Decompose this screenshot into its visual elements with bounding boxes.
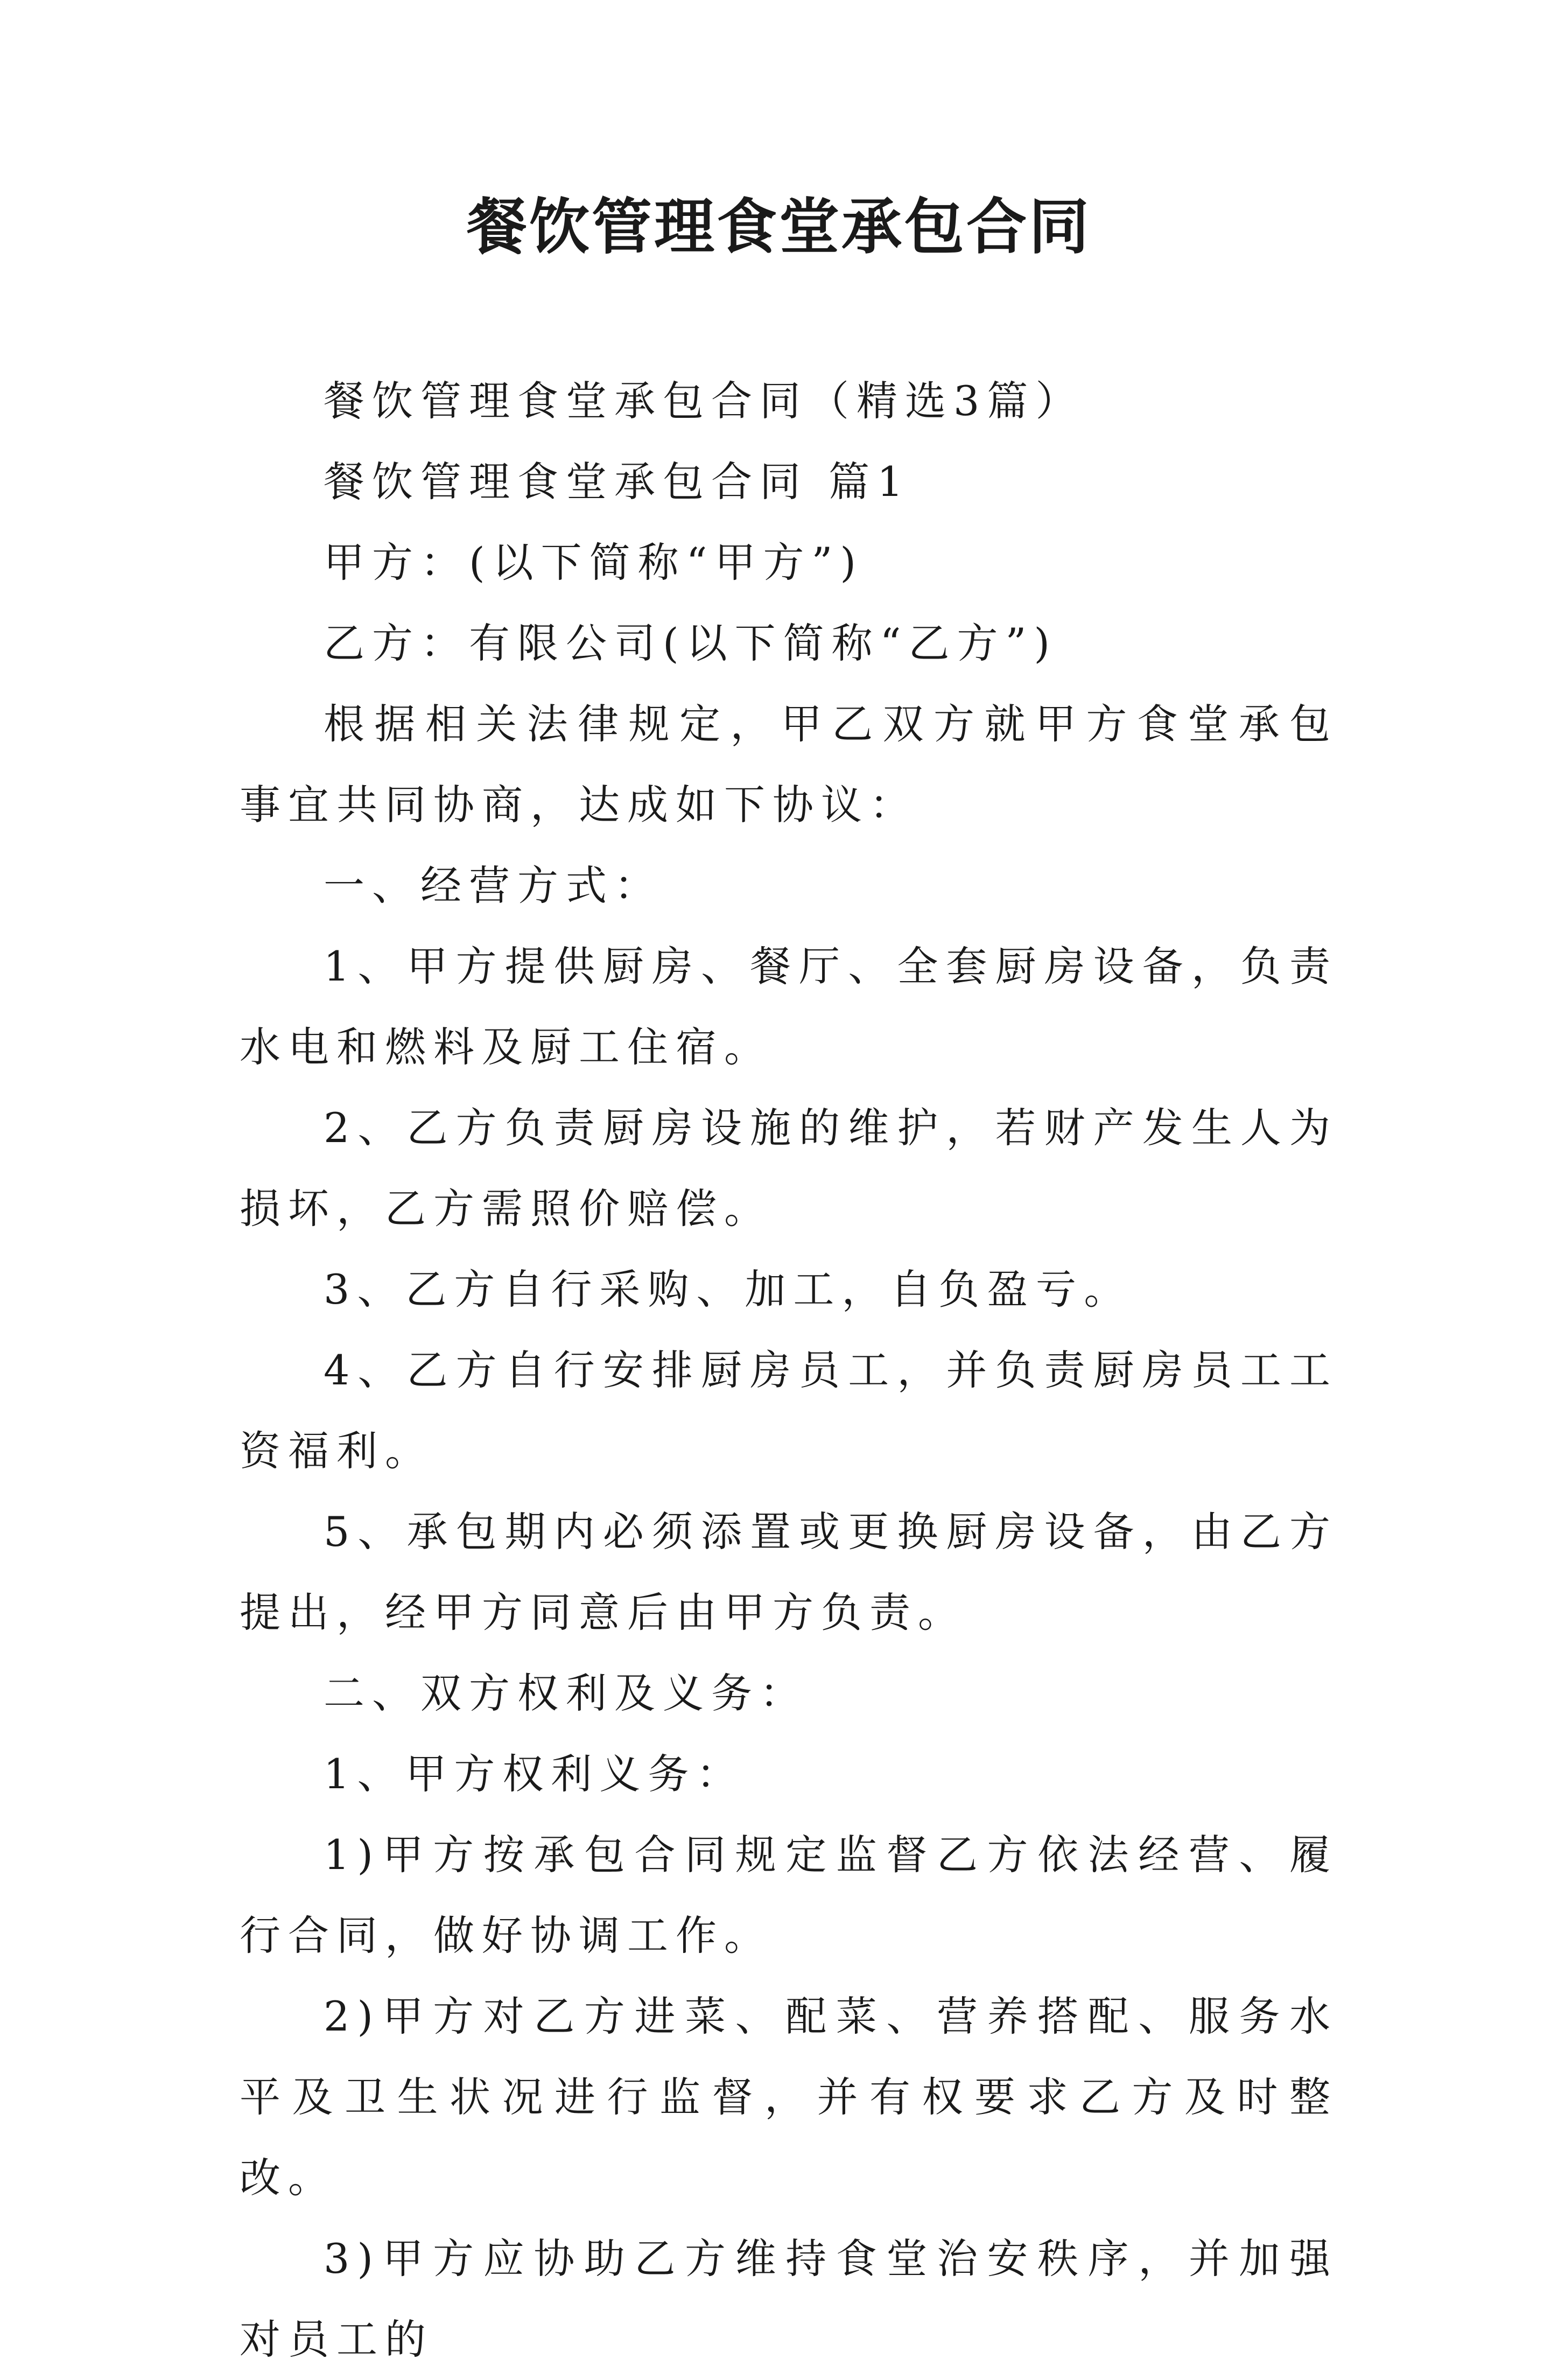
paragraph: 3)甲方应协助乙方维持食堂治安秩序，并加强对员工的 — [240, 2235, 1338, 2363]
paragraph: 2)甲方对乙方进菜、配菜、营养搭配、服务水平及卫生状况进行监督，并有权要求乙方及时整改。 — [240, 1992, 1338, 2202]
paragraph: 1、甲方权利义务： — [324, 1750, 745, 1798]
document-body — [240, 361, 1338, 2380]
paragraph: 1、甲方提供厨房、餐厅、全套厨房设备，负责水电和燃料及厨工住宿。 — [240, 942, 1338, 1071]
paragraph: 乙方：有限公司(以下简称“乙方”) — [324, 619, 1058, 667]
paragraph: 餐饮管理食堂承包合同（精选3篇） — [324, 377, 1084, 425]
paragraph: 2、乙方负责厨房设施的维护，若财产发生人为损坏，乙方需照价赔偿。 — [240, 1104, 1338, 1233]
paragraph: 5、承包期内必须添置或更换厨房设备，由乙方提出，经甲方同意后由甲方负责。 — [240, 1508, 1338, 1636]
paragraph: 餐饮管理食堂承包合同 篇1 — [324, 458, 911, 506]
paragraph: 一、经营方式： — [324, 862, 663, 909]
paragraph: 1)甲方按承包合同规定监督乙方依法经营、履行合同，做好协调工作。 — [240, 1831, 1338, 1959]
paragraph: 4、乙方自行安排厨房员工，并负责厨房员工工资福利。 — [240, 1346, 1338, 1475]
paragraph: 二、双方权利及义务： — [324, 1669, 808, 1717]
paragraph: 3、乙方自行采购、加工，自负盈亏。 — [324, 1265, 1133, 1313]
paragraph: 甲方：(以下简称“甲方”) — [324, 538, 864, 586]
document-title: 餐饮管理食堂承包合同 — [467, 192, 1091, 262]
paragraph: 根据相关法律规定，甲乙双方就甲方食堂承包事宜共同协商，达成如下协议： — [240, 700, 1338, 829]
